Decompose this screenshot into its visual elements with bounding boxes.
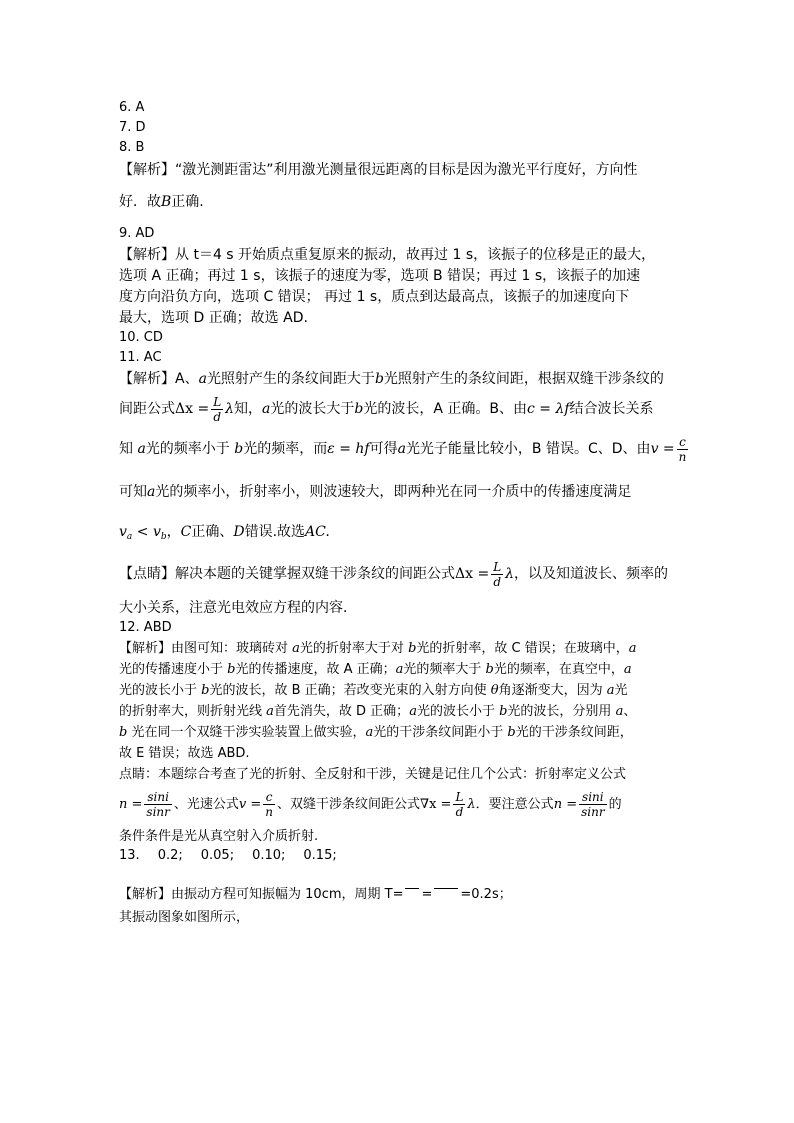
analysis-12-line-4: 的折射率大，则折射光线 a首先消失，故 D 正确；a光的波长小于 b光的波长，分别用 a、 [119, 704, 637, 719]
blank-fraction-1 [405, 888, 419, 889]
analysis-11-line-3: 知 a光的频率小于 b光的频率，而ε = hf可得a光光子能量比较小，B 错误。C、D、由v = $\frac{c}{n}$ [119, 434, 687, 464]
analysis-13-line-2: 其振动图象如图所示， [119, 910, 250, 925]
analysis-11-line-1: 【解析】A、a光照射产生的条纹间距大于b光照射产生的条纹间距，根据双缝干涉条纹的 [119, 371, 664, 387]
analysis-12-line-2: 光的传播速度小于 b光的传播速度，故 A 正确；a光的频率大于 b光的频率，在真空中，a [119, 662, 632, 677]
fraction-c-over-n: $\frac{c}{n}$ [678, 434, 687, 464]
fraction-l-over-d-3: $\frac{L}{d}$ [455, 790, 464, 819]
analysis-11-line-2: 间距公式Δx = $\frac{L}{d}$ λ知，a光的波长大于b光的波长，A 正确。B、由c = λf结合波长关系 [119, 394, 654, 424]
analysis-12-line-5: b 光在同一个双缝干涉实验装置上做实验，a光的干涉条纹间距小于 b光的干涉条纹间距， [119, 725, 633, 740]
analysis-9-line-1: 【解析】从 t＝4 s 开始质点重复原来的振动，故再过 1 s，该振子的位移是正的最大， [119, 247, 656, 263]
keypoint-11-line-1: 【点睛】解决本题的关键掌握双缝干涉条纹的间距公式Δx = $\frac{L}{d}$ λ，以及知道波长、频率的 [119, 559, 669, 589]
analysis-9-line-4: 最大，选项 D 正确；故选 AD. [119, 310, 308, 326]
answer-6: 6. A [119, 100, 145, 115]
answer-12: 12. ABD [119, 620, 172, 635]
fraction-sini-over-sinr-2: $\frac{\sin i}{\sin r}$ [581, 790, 605, 819]
analysis-12-line-3: 光的波长小于 b光的波长，故 B 正确；若改变光束的入射方向使 θ角逐渐变大，因为 a光 [119, 683, 628, 698]
analysis-12-line-6: 故 E 错误；故选 ABD. [119, 746, 250, 761]
fraction-l-over-d-2: $\frac{L}{d}$ [493, 559, 502, 589]
answer-8: 8. B [119, 140, 145, 155]
keypoint-12-line-1: 点睛：本题综合考查了光的折射、全反射和干涉，关键是记住几个公式：折射率定义公式 [119, 767, 627, 782]
fraction-c-over-n-2: $\frac{c}{n}$ [265, 790, 273, 819]
keypoint-11-line-2: 大小关系，注意光电效应方程的内容. [119, 600, 348, 616]
analysis-8-line-1: 【解析】“激光测距雷达”利用激光测量很远距离的目标是因为激光平行度好，方向性 [119, 162, 638, 178]
blank-fraction-2 [434, 888, 458, 889]
analysis-9-line-2: 选项 A 正确；再过 1 s，该振子的速度为零，选项 B 错误；再过 1 s，该振子的加速 [119, 268, 641, 284]
fraction-l-over-d: $\frac{L}{d}$ [213, 394, 222, 424]
answer-7: 7. D [119, 120, 146, 135]
answer-11: 11. AC [119, 350, 162, 365]
analysis-9-line-3: 度方向沿负方向，选项 C 错误； 再过 1 s，质点到达最高点，该振子的加速度向下 [119, 289, 630, 305]
analysis-11-line-5: $v_a < v_b$，C正确、D错误.故选AC. [119, 524, 330, 542]
keypoint-12-line-2: n = $\frac{\sin i}{\sin r}$ 、光速公式v = $\frac{c}{n}$ 、双缝干涉条纹间距公式∇x = $\frac{L}{d}$ λ．要注意公式n = $\frac{\sin i}{\sin r}$ 的 [119, 790, 622, 819]
answer-13: 13. 0.2; 0.05; 0.10; 0.15; [119, 848, 337, 863]
analysis-12-line-1: 【解析】由图可知：玻璃砖对 a光的折射率大于对 b光的折射率，故 C 错误；在玻璃中，a [119, 641, 637, 656]
analysis-8-line-2: 好．故B正确. [119, 194, 204, 210]
fraction-sini-over-sinr: $\frac{\sin i}{\sin r}$ [146, 790, 170, 819]
answer-9: 9. AD [119, 226, 155, 241]
analysis-13-line-1: 【解析】由振动方程可知振幅为 10cm，周期 T= = =0.2s； [119, 887, 512, 902]
analysis-11-line-4: 可知a光的频率小，折射率小，则波速较大，即两种光在同一介质中的传播速度满足 [119, 484, 632, 500]
keypoint-12-line-3: 条件条件是光从真空射入介质折射. [119, 829, 319, 844]
answer-10: 10. CD [119, 330, 163, 345]
